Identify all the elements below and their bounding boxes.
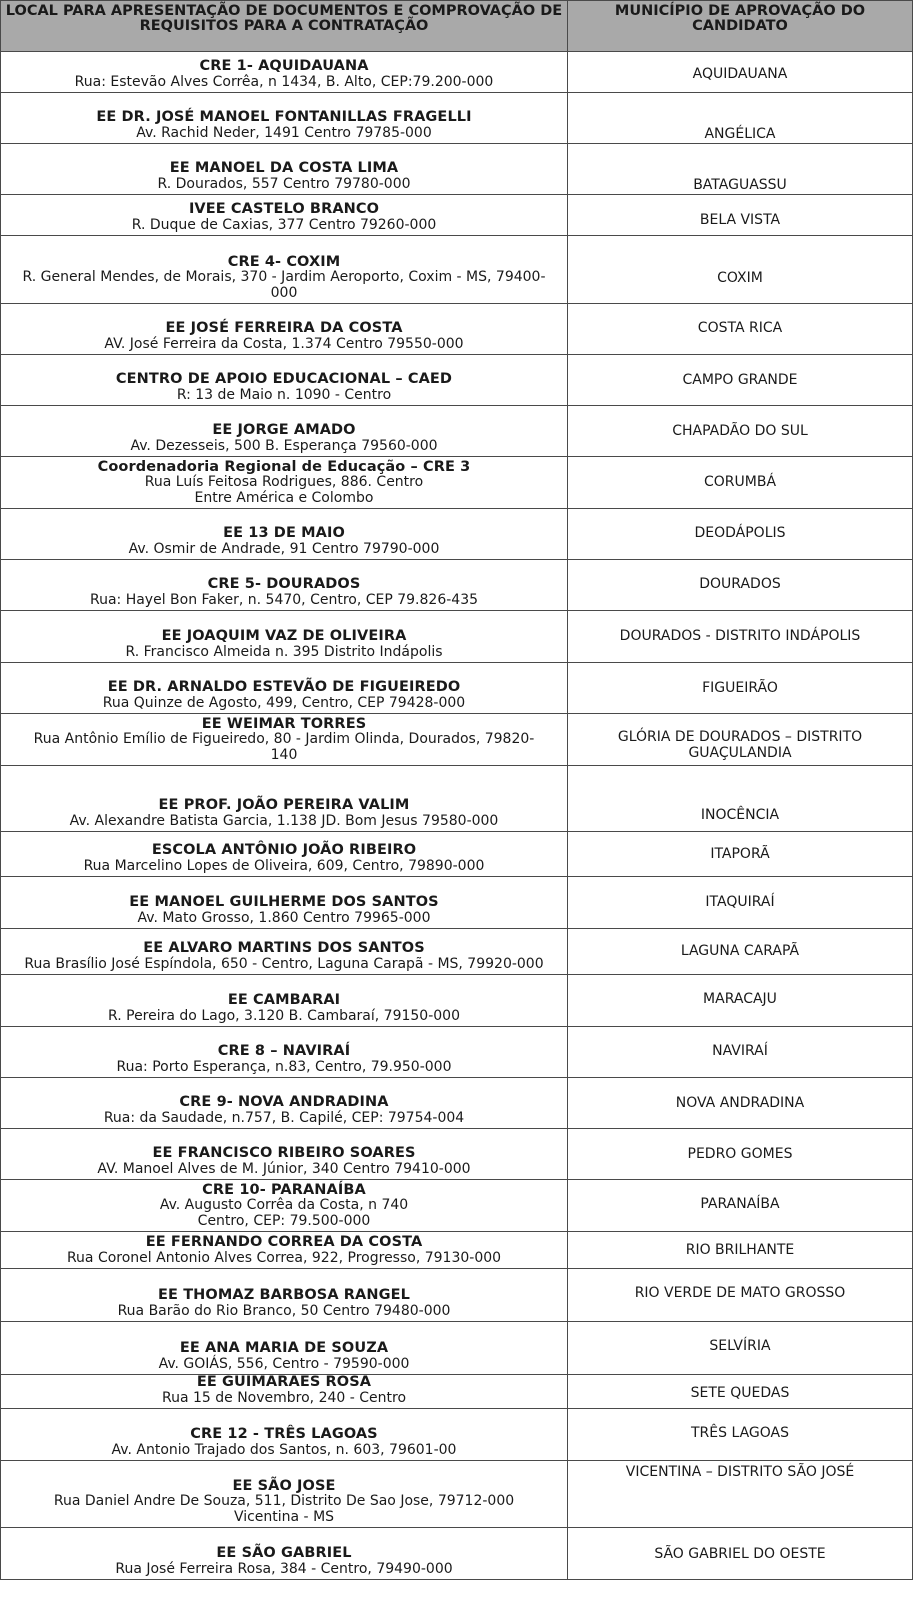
municipality-cell	[568, 714, 913, 765]
table-row	[0, 93, 913, 144]
location-name: EE SÃO GABRIEL	[216, 1545, 352, 1561]
location-address: R. Francisco Almeida n. 395 Distrito Indápolis	[125, 643, 443, 660]
location-address: Av. Augusto Corrêa da Costa, n 740 Centro, CEP: 79.500-000	[159, 1197, 409, 1229]
table-row	[0, 1409, 913, 1461]
location-address: R: 13 de Maio n. 1090 - Centro	[176, 386, 392, 403]
municipality-name: ITAQUIRAÍ	[705, 894, 775, 910]
location-name: ESCOLA ANTÔNIO JOÃO RIBEIRO	[151, 842, 417, 858]
location-address: Av. Rachid Neder, 1491 Centro 79785-000	[136, 124, 432, 141]
municipality-name: PARANAÍBA	[700, 1196, 780, 1212]
location-address: Av. Osmir de Andrade, 91 Centro 79790-000	[128, 540, 440, 557]
table-row	[0, 1078, 913, 1129]
municipality-cell	[568, 236, 913, 303]
municipality-cell	[568, 1180, 913, 1231]
municipality-cell	[568, 1269, 913, 1321]
location-address: Rua Barão do Rio Branco, 50 Centro 79480-000	[117, 1302, 451, 1319]
location-address: Rua: Porto Esperança, n.83, Centro, 79.950-000	[116, 1058, 452, 1075]
location-name: EE ANA MARIA DE SOUZA	[179, 1340, 389, 1356]
location-cell	[0, 304, 568, 354]
municipality-name: AQUIDAUANA	[692, 66, 788, 82]
location-address: AV. Manoel Alves de M. Júnior, 340 Centro 79410-000	[97, 1160, 471, 1177]
table-row	[0, 236, 913, 304]
location-cell	[0, 1322, 568, 1374]
table-row	[0, 714, 913, 766]
location-name: EE JOAQUIM VAZ DE OLIVEIRA	[161, 628, 407, 644]
table-row	[0, 1528, 913, 1580]
municipality-name: MARACAJU	[703, 991, 777, 1007]
location-address: Rua 15 de Novembro, 240 - Centro	[161, 1389, 407, 1406]
table-row	[0, 877, 913, 929]
location-cell	[0, 52, 568, 92]
location-address: Rua: da Saudade, n.757, B. Capilé, CEP: 79754-004	[103, 1109, 465, 1126]
municipality-cell	[568, 304, 913, 354]
table-row	[0, 929, 913, 975]
location-name: CRE 10- PARANAÍBA	[202, 1181, 366, 1198]
location-cell	[0, 93, 568, 143]
municipality-cell	[568, 766, 913, 831]
table-row	[0, 560, 913, 611]
municipality-name: SELVÍRIA	[709, 1338, 771, 1354]
municipality-cell	[568, 975, 913, 1026]
municipality-cell	[568, 929, 913, 974]
location-cell	[0, 1375, 568, 1408]
location-name: EE SÃO JOSE	[232, 1477, 336, 1494]
municipality-cell	[568, 93, 913, 143]
municipality-name: ITAPORÃ	[710, 846, 770, 862]
table-row	[0, 975, 913, 1027]
location-name: EE CAMBARAI	[227, 992, 341, 1008]
location-name: EE 13 DE MAIO	[223, 525, 345, 541]
location-name: EE ALVARO MARTINS DOS SANTOS	[143, 940, 425, 956]
municipality-name: SETE QUEDAS	[690, 1385, 790, 1401]
location-cell	[0, 1232, 568, 1268]
municipality-cell	[568, 1461, 913, 1527]
location-cell	[0, 611, 568, 662]
table-row	[0, 766, 913, 832]
table-row	[0, 1269, 913, 1322]
location-address: AV. José Ferreira da Costa, 1.374 Centro 79550-000	[104, 335, 464, 352]
location-cell	[0, 355, 568, 405]
municipality-name: CORUMBÁ	[703, 474, 777, 490]
municipality-cell	[568, 457, 913, 508]
location-name: EE DR. JOSÉ MANOEL FONTANILLAS FRAGELLI	[96, 109, 472, 125]
location-address: R. Duque de Caxias, 377 Centro 79260-000	[131, 216, 437, 233]
location-cell	[0, 1409, 568, 1460]
location-name: EE PROF. JOÃO PEREIRA VALIM	[158, 797, 410, 813]
location-cell	[0, 195, 568, 235]
location-cell	[0, 1528, 568, 1579]
table-row	[0, 1461, 913, 1528]
municipality-name: COXIM	[717, 270, 763, 286]
municipality-name: DEODÁPOLIS	[694, 525, 786, 541]
municipality-name: CHAPADÃO DO SUL	[672, 423, 808, 439]
location-name: CRE 8 – NAVIRAÍ	[217, 1043, 351, 1059]
municipality-cell	[568, 1232, 913, 1268]
location-name: CRE 9- NOVA ANDRADINA	[179, 1094, 389, 1110]
location-name: EE GUIMARÃES ROSA	[196, 1375, 372, 1390]
table-row	[0, 1322, 913, 1375]
location-cell	[0, 929, 568, 974]
table-row	[0, 1232, 913, 1269]
location-cell	[0, 663, 568, 713]
municipality-cell	[568, 877, 913, 928]
location-address: Av. Antonio Trajado dos Santos, n. 603, 79601-00	[111, 1441, 457, 1458]
municipality-name: GLÓRIA DE DOURADOS – DISTRITO GUAÇULANDIA	[617, 729, 863, 761]
municipality-name: INOCÊNCIA	[700, 807, 780, 823]
municipality-cell	[568, 1027, 913, 1077]
table-row	[0, 144, 913, 195]
municipality-cell	[568, 560, 913, 610]
location-cell	[0, 144, 568, 194]
municipality-name: DOURADOS	[699, 576, 781, 592]
location-name: CRE 12 - TRÊS LAGOAS	[190, 1426, 378, 1442]
table-body	[0, 52, 913, 1580]
location-address: Rua Antônio Emílio de Figueiredo, 80 - Jardim Olinda, Dourados, 79820- 140	[33, 731, 535, 763]
location-name: Coordenadoria Regional de Educação – CRE 3	[97, 458, 471, 475]
municipality-name: PEDRO GOMES	[687, 1146, 793, 1162]
municipality-name: RIO VERDE DE MATO GROSSO	[634, 1285, 846, 1301]
location-cell	[0, 975, 568, 1026]
location-cell	[0, 509, 568, 559]
municipality-name: COSTA RICA	[697, 320, 783, 336]
location-cell	[0, 714, 568, 765]
location-cell	[0, 1129, 568, 1179]
location-name: CRE 1- AQUIDAUANA	[199, 58, 369, 74]
table-row	[0, 406, 913, 457]
location-name: IVEE CASTELO BRANCO	[188, 201, 380, 217]
location-name: EE THOMAZ BARBOSA RANGEL	[158, 1287, 410, 1303]
table-row	[0, 457, 913, 509]
municipality-name: TRÊS LAGOAS	[691, 1425, 789, 1441]
municipality-cell	[568, 1375, 913, 1408]
municipality-cell	[568, 663, 913, 713]
table-row	[0, 1180, 913, 1232]
location-address: R. General Mendes, de Morais, 370 - Jardim Aeroporto, Coxim - MS, 79400- 000	[22, 269, 546, 301]
location-cell	[0, 1180, 568, 1231]
location-address: Av. GOIÁS, 556, Centro - 79590-000	[158, 1355, 410, 1372]
location-address: R. Dourados, 557 Centro 79780-000	[157, 175, 411, 192]
location-address: Rua Luís Feitosa Rodrigues, 886. Centro Entre América e Colombo	[144, 474, 424, 506]
header-location-column: LOCAL PARA APRESENTAÇÃO DE DOCUMENTOS E COMPROVAÇÃO DE REQUISITOS PARA A CONTRATAÇÃO	[0, 1, 568, 51]
municipality-cell	[568, 406, 913, 456]
location-address: Av. Dezesseis, 500 B. Esperança 79560-000	[130, 437, 438, 454]
location-cell	[0, 832, 568, 876]
location-address: Rua Coronel Antonio Alves Correa, 922, Progresso, 79130-000	[66, 1249, 502, 1266]
table-row	[0, 1375, 913, 1409]
municipality-name: CAMPO GRANDE	[682, 372, 798, 388]
table-row	[0, 611, 913, 663]
municipality-cell	[568, 509, 913, 559]
location-cell	[0, 766, 568, 831]
municipality-name: BATAGUASSU	[693, 177, 787, 193]
location-name: EE JOSÉ FERREIRA DA COSTA	[165, 320, 403, 336]
location-address: Av. Mato Grosso, 1.860 Centro 79965-000	[137, 909, 431, 926]
location-address: Rua Marcelino Lopes de Oliveira, 609, Centro, 79890-000	[83, 857, 485, 874]
municipality-name: ANGÉLICA	[704, 126, 776, 142]
municipality-cell	[568, 195, 913, 235]
municipality-cell	[568, 52, 913, 92]
municipality-cell	[568, 355, 913, 405]
table-row	[0, 1027, 913, 1078]
table-row	[0, 304, 913, 355]
location-cell	[0, 1027, 568, 1077]
municipality-cell	[568, 1078, 913, 1128]
location-name: EE DR. ARNALDO ESTEVÃO DE FIGUEIREDO	[107, 679, 461, 695]
location-cell	[0, 877, 568, 928]
table-row	[0, 509, 913, 560]
municipality-cell	[568, 1322, 913, 1374]
location-name: EE WEIMAR TORRES	[201, 715, 367, 732]
table-row	[0, 832, 913, 877]
location-cell	[0, 1269, 568, 1321]
municipality-cell	[568, 832, 913, 876]
location-address: Rua Daniel Andre De Souza, 511, Distrito De Sao Jose, 79712-000 Vicentina - MS	[53, 1493, 515, 1525]
location-address: Rua Brasílio José Espíndola, 650 - Centro, Laguna Carapã - MS, 79920-000	[24, 955, 544, 972]
location-name: EE JORGE AMADO	[212, 422, 356, 438]
location-cell	[0, 236, 568, 303]
header-municipality-column: MUNICÍPIO DE APROVAÇÃO DO CANDIDATO	[568, 1, 913, 51]
location-cell	[0, 560, 568, 610]
municipality-name: FIGUEIRÃO	[702, 680, 778, 696]
table-row	[0, 355, 913, 406]
municipality-name: BELA VISTA	[699, 212, 781, 228]
municipality-name: RIO BRILHANTE	[685, 1242, 795, 1258]
location-address: Rua: Estevão Alves Corrêa, n 1434, B. Alto, CEP:79.200-000	[74, 73, 494, 90]
location-cell	[0, 1078, 568, 1128]
location-cell	[0, 1461, 568, 1527]
location-address: Rua José Ferreira Rosa, 384 - Centro, 79490-000	[115, 1560, 453, 1577]
location-address: Rua: Hayel Bon Faker, n. 5470, Centro, CEP 79.826-435	[89, 591, 479, 608]
municipality-cell	[568, 1409, 913, 1460]
municipality-cell	[568, 1129, 913, 1179]
table-row	[0, 1129, 913, 1180]
location-name: CENTRO DE APOIO EDUCACIONAL – CAED	[115, 371, 453, 387]
location-name: EE MANOEL GUILHERME DOS SANTOS	[129, 894, 439, 910]
municipality-name: NOVA ANDRADINA	[675, 1095, 805, 1111]
table-row	[0, 195, 913, 236]
location-address: R. Pereira do Lago, 3.120 B. Cambaraí, 79150-000	[108, 1007, 460, 1024]
municipality-cell	[568, 611, 913, 662]
municipality-name: LAGUNA CARAPÃ	[680, 943, 800, 959]
location-name: CRE 4- COXIM	[227, 253, 341, 270]
municipality-cell	[568, 144, 913, 194]
municipality-name: SÃO GABRIEL DO OESTE	[654, 1546, 826, 1562]
municipality-name: NAVIRAÍ	[712, 1043, 768, 1059]
location-address: Av. Alexandre Batista Garcia, 1.138 JD. Bom Jesus 79580-000	[69, 812, 499, 829]
municipality-name: VICENTINA – DISTRITO SÃO JOSÉ	[625, 1464, 855, 1480]
location-name: EE FRANCISCO RIBEIRO SOARES	[152, 1145, 416, 1161]
location-name: EE FERNANDO CORREA DA COSTA	[145, 1234, 423, 1250]
location-cell	[0, 457, 568, 508]
location-address: Rua Quinze de Agosto, 499, Centro, CEP 79428-000	[102, 694, 466, 711]
location-cell	[0, 406, 568, 456]
municipality-cell	[568, 1528, 913, 1579]
table-header-row	[0, 0, 913, 52]
table-row	[0, 663, 913, 714]
table-row	[0, 52, 913, 93]
location-name: EE MANOEL DA COSTA LIMA	[169, 160, 399, 176]
location-name: CRE 5- DOURADOS	[207, 576, 361, 592]
municipality-name: DOURADOS - DISTRITO INDÁPOLIS	[619, 628, 861, 644]
